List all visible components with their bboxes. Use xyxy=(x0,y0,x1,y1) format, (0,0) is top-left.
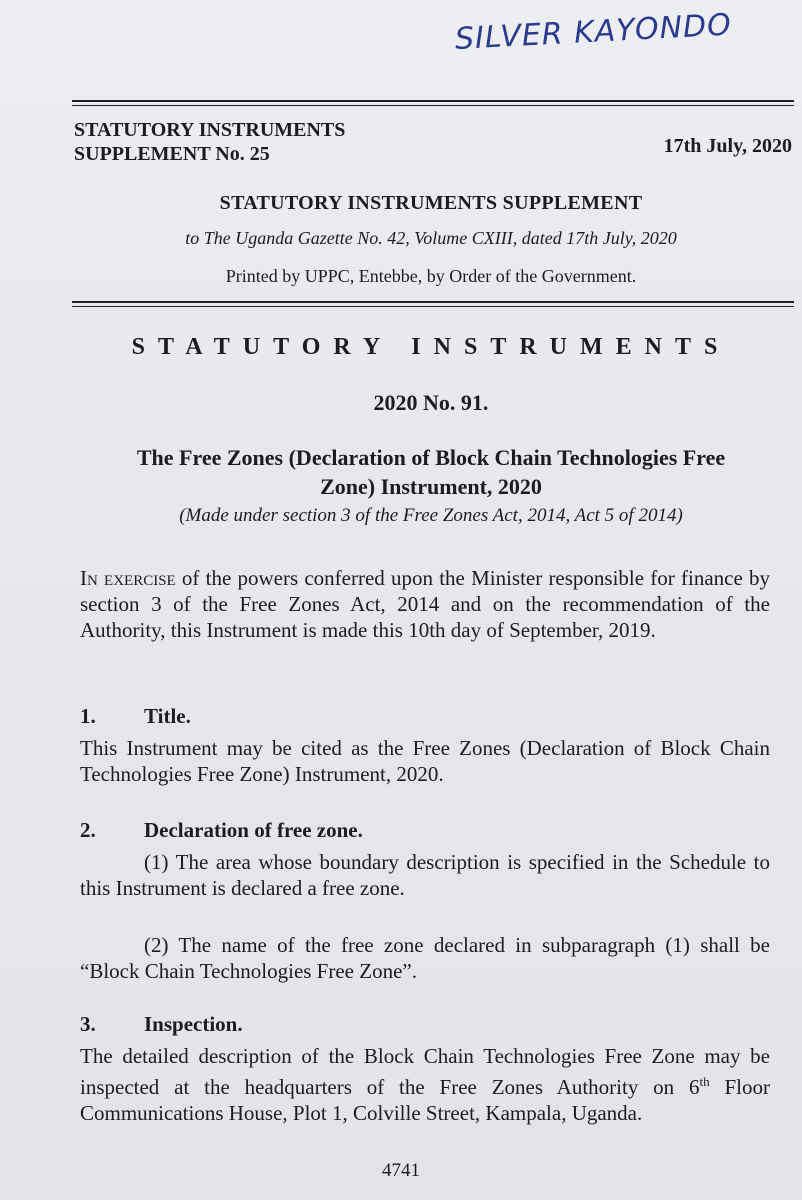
section-1-heading xyxy=(80,704,191,729)
supplement-line2: SUPPLEMENT No. 25 xyxy=(74,143,270,165)
page-number: 4741 xyxy=(382,1160,420,1181)
section-1-title: Title. xyxy=(144,704,191,728)
instrument-heading: STATUTORY INSTRUMENTS xyxy=(131,334,731,360)
section-3-text-after: Floor Communications House, Plot 1, Colville Street, Kampala, Uganda. xyxy=(80,1075,770,1125)
middle-rule-thin xyxy=(72,306,794,307)
section-1-text: This Instrument may be cited as the Free Zones (Declaration of Block Chain Technologies Free Zone) Instrument, 2020. xyxy=(80,736,770,786)
section-1-number: 1. xyxy=(80,704,96,728)
supplement-date: 17th July, 2020 xyxy=(663,135,792,157)
supplement-line1: STATUTORY INSTRUMENTS xyxy=(74,119,346,141)
supplement-title: STATUTORY INSTRUMENTS SUPPLEMENT xyxy=(219,192,643,214)
printed-by: Printed by UPPC, Entebbe, by Order of the Government. xyxy=(225,266,637,286)
top-rule xyxy=(72,100,794,102)
instrument-title-line1: The Free Zones (Declaration of Block Chain Technologies Free xyxy=(136,445,726,470)
section-2-para-1: (1) The area whose boundary description is specified in the Schedule to this Instrument is declared a free zone. xyxy=(80,850,770,900)
instrument-title-line2: Zone) Instrument, 2020 xyxy=(320,474,542,499)
section-3-heading xyxy=(80,1012,243,1037)
preamble-lead: In exercise xyxy=(80,566,176,590)
supplement-label xyxy=(74,118,345,166)
ordinal-superscript: th xyxy=(699,1074,710,1089)
preamble-text: of the powers conferred upon the Minister responsible for finance by section 3 of the Free Zones Act, 2014 and on the recommendation of the Authority, this Instrument is made this 10th day of September, 2019. xyxy=(80,566,770,642)
section-2-heading xyxy=(80,818,363,843)
preamble xyxy=(80,565,770,643)
section-2-para-2: (2) The name of the free zone declared in subparagraph (1) shall be “Block Chain Technologies Free Zone”. xyxy=(80,933,770,983)
section-3-text-before: The detailed description of the Block Chain Technologies Free Zone may be inspected at the headquarters of the Free Zones Authority on 6 xyxy=(80,1044,770,1099)
middle-rule xyxy=(72,301,794,303)
gazette-reference: to The Uganda Gazette No. 42, Volume CXIII, dated 17th July, 2020 xyxy=(185,228,677,248)
handwritten-signature: SILVER KAYONDO xyxy=(454,7,733,57)
section-2-number: 2. xyxy=(80,818,96,842)
section-2-title: Declaration of free zone. xyxy=(144,818,363,842)
section-3-title: Inspection. xyxy=(144,1012,243,1036)
section-3-text xyxy=(80,1043,770,1126)
made-under-note: (Made under section 3 of the Free Zones Act, 2014, Act 5 of 2014) xyxy=(179,505,683,526)
instrument-title xyxy=(60,443,802,501)
instrument-number: 2020 No. 91. xyxy=(373,390,489,415)
section-3-number: 3. xyxy=(80,1012,96,1036)
top-rule-thin xyxy=(72,105,794,106)
